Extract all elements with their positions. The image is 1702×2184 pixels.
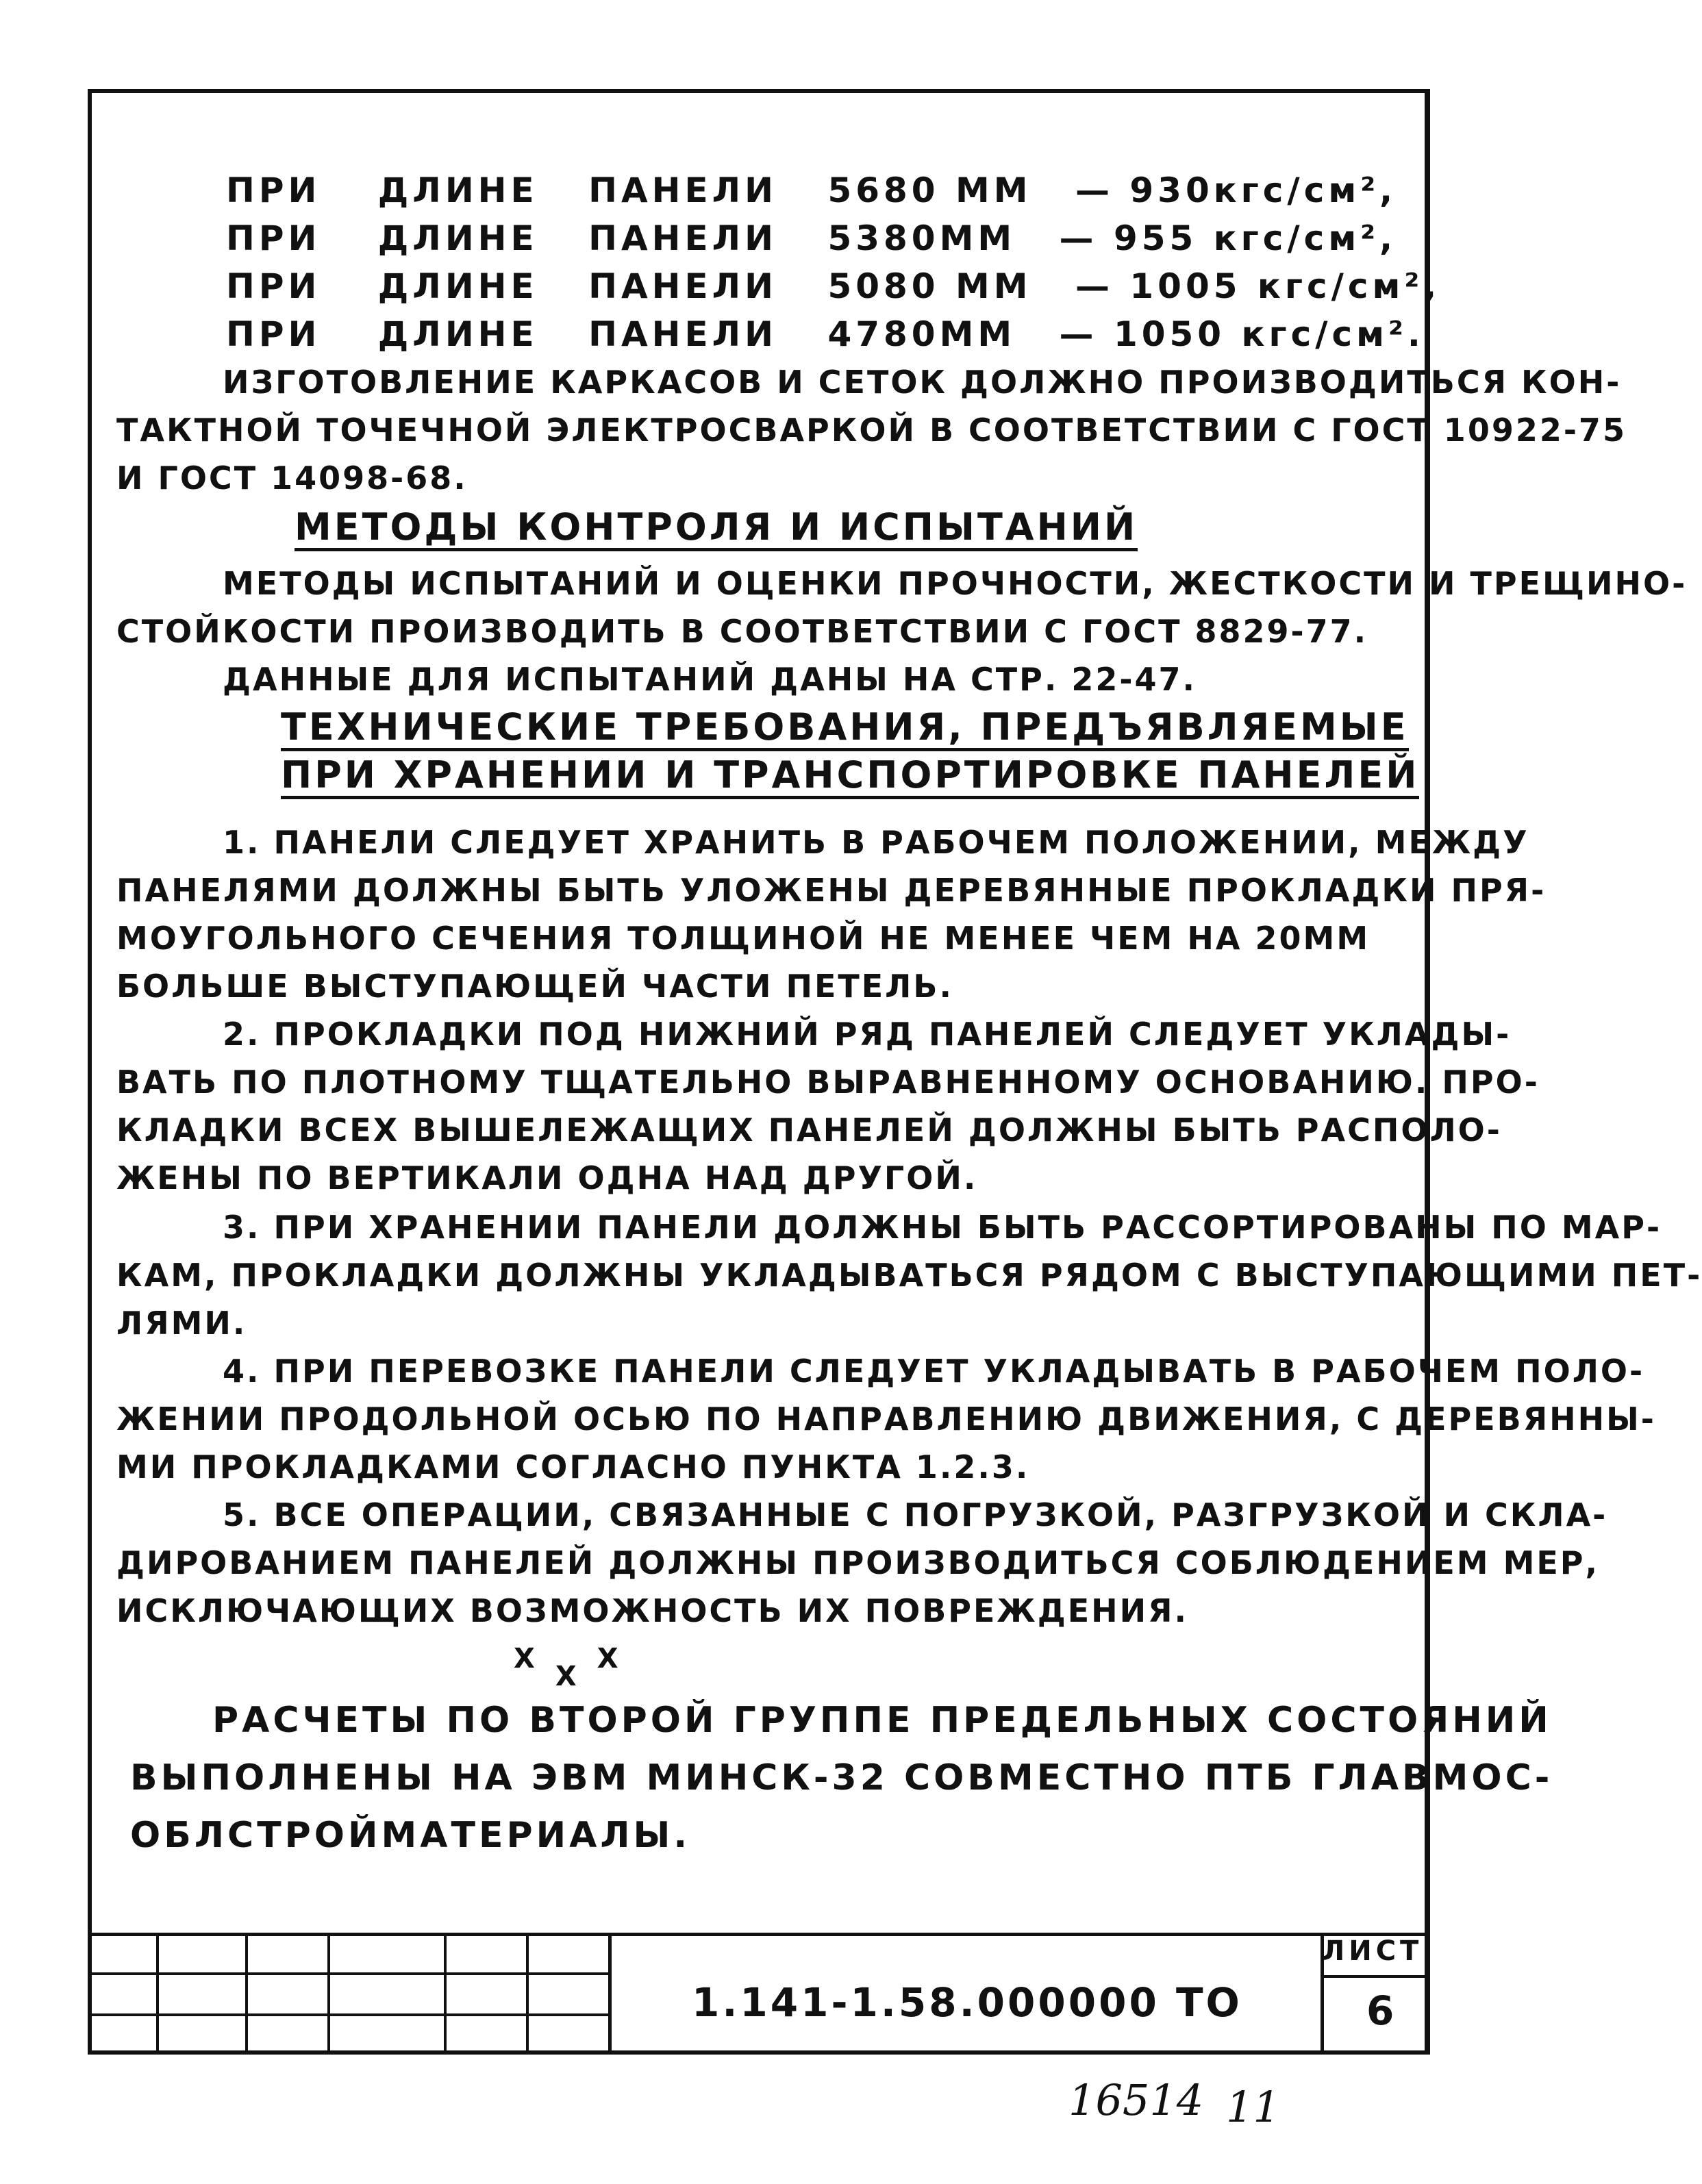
requirement-item-line: ЛЯМИ. [116,1305,247,1342]
panel-length: 5680 ММ [827,171,1032,210]
requirement-item-line: МОУГОЛЬНОГО СЕЧЕНИЯ ТОЛЩИНОЙ НЕ МЕНЕЕ ЧЕМ НА 20ММ [116,920,1371,957]
calc-note-line: РАСЧЕТЫ ПО ВТОРОЙ ГРУППЕ ПРЕДЕЛЬНЫХ СОСТОЯНИЙ [212,1700,1552,1741]
row-word: ПАНЕЛИ [588,171,778,210]
strength-value: — 1050 кгс/см². [1059,314,1425,354]
sheet-number: 6 [1366,1987,1394,2034]
requirement-item-line: 1. ПАНЕЛИ СЛЕДУЕТ ХРАНИТЬ В РАБОЧЕМ ПОЛОЖЕНИИ, МЕЖДУ [223,824,1529,861]
panel-length: 5080 ММ [827,266,1032,306]
requirement-item-line: ЖЕНЫ ПО ВЕРТИКАЛИ ОДНА НАД ДРУГОЙ. [116,1159,978,1196]
requirement-item-line: ЖЕНИИ ПРОДОЛЬНОЙ ОСЬЮ ПО НАПРАВЛЕНИЮ ДВИЖЕНИЯ, С ДЕРЕВЯННЫ- [116,1401,1656,1438]
row-word: ДЛИНЕ [377,314,538,354]
panel-length-row [226,218,1397,259]
title-block-grid-line [526,1933,529,2055]
requirement-item-line: МИ ПРОКЛАДКАМИ СОГЛАСНО ПУНКТА 1.2.3. [116,1448,1030,1485]
panel-length-row [226,314,1425,355]
strength-value: — 955 кгс/см², [1059,218,1397,258]
panel-length: 5380ММ [827,218,1016,258]
row-word: ДЛИНЕ [377,266,538,306]
handwritten-mark: 11 [1226,2082,1280,2132]
document-code: 1.141-1.58.000000 ТО [692,1979,1242,2026]
title-block-grid-line [1321,1975,1430,1978]
title-block-grid-line [327,1933,330,2055]
requirement-item-line: ПАНЕЛЯМИ ДОЛЖНЫ БЫТЬ УЛОЖЕНЫ ДЕРЕВЯННЫЕ ПРОКЛАДКИ ПРЯ- [116,872,1547,909]
row-word: ПАНЕЛИ [588,218,778,258]
separator-mark [514,1638,639,1692]
requirement-item-line: 4. ПРИ ПЕРЕВОЗКЕ ПАНЕЛИ СЛЕДУЕТ УКЛАДЫВАТЬ В РАБОЧЕМ ПОЛО- [223,1353,1645,1390]
requirement-item-line: ИСКЛЮЧАЮЩИХ ВОЗМОЖНОСТЬ ИХ ПОВРЕЖДЕНИЯ. [116,1592,1189,1629]
separator-x: X [555,1661,597,1692]
title-block-top-line [88,1933,1430,1936]
section-text-line: МЕТОДЫ ИСПЫТАНИЙ И ОЦЕНКИ ПРОЧНОСТИ, ЖЕСТКОСТИ И ТРЕЩИНО- [223,565,1688,602]
title-block-grid-line [444,1933,447,2055]
requirement-item-line: БОЛЬШЕ ВЫСТУПАЮЩЕЙ ЧАСТИ ПЕТЕЛЬ. [116,968,953,1005]
title-block-grid-line [88,1972,608,1975]
welding-text-line: ТАКТНОЙ ТОЧЕЧНОЙ ЭЛЕКТРОСВАРКОЙ В СООТВЕТСТВИИ С ГОСТ 10922-75 [116,412,1627,449]
title-block-grid-line [156,1933,159,2055]
strength-value: — 1005 кгс/см², [1075,266,1441,306]
requirement-item-line: ДИРОВАНИЕМ ПАНЕЛЕЙ ДОЛЖНЫ ПРОИЗВОДИТЬСЯ СОБЛЮДЕНИЕМ МЕР, [116,1544,1599,1581]
requirement-item-line: КАМ, ПРОКЛАДКИ ДОЛЖНЫ УКЛАДЫВАТЬСЯ РЯДОМ С ВЫСТУПАЮЩИМИ ПЕТ- [116,1257,1702,1294]
section-heading-storage: ТЕХНИЧЕСКИЕ ТРЕБОВАНИЯ, ПРЕДЪЯВЛЯЕМЫЕ [281,707,1409,751]
row-prefix: ПРИ [226,314,321,354]
panel-length-row [226,170,1397,211]
separator-x: X [514,1643,555,1674]
sheet-label: ЛИСТ [1322,1935,1423,1967]
section-text-line: СТОЙКОСТИ ПРОИЗВОДИТЬ В СООТВЕТСТВИИ С ГОСТ 8829-77. [116,613,1368,650]
strength-value: — 930кгс/см², [1075,171,1397,210]
row-word: ПАНЕЛИ [588,266,778,306]
section-heading-testing: МЕТОДЫ КОНТРОЛЯ И ИСПЫТАНИЙ [295,507,1138,551]
calc-note-line: ОБЛСТРОЙМАТЕРИАЛЫ. [130,1815,691,1856]
section-text-line: ДАННЫЕ ДЛЯ ИСПЫТАНИЙ ДАНЫ НА СТР. 22-47. [223,661,1197,698]
row-word: ДЛИНЕ [377,171,538,210]
panel-length: 4780ММ [827,314,1016,354]
handwritten-inventory-number: 16514 [1068,2075,1204,2125]
welding-text-line: И ГОСТ 14098-68. [116,460,468,497]
title-block-grid-line [88,2013,608,2016]
requirement-item-line: 5. ВСЕ ОПЕРАЦИИ, СВЯЗАННЫЕ С ПОГРУЗКОЙ, РАЗГРУЗКОЙ И СКЛА- [223,1496,1608,1533]
row-prefix: ПРИ [226,266,321,306]
separator-x: X [597,1643,639,1674]
title-block-grid-line [245,1933,248,2055]
calc-note-line: ВЫПОЛНЕНЫ НА ЭВМ МИНСК-32 СОВМЕСТНО ПТБ ГЛАВМОС- [130,1757,1553,1798]
title-block-grid-line [608,1933,612,2055]
row-word: ПАНЕЛИ [588,314,778,354]
welding-text-line: ИЗГОТОВЛЕНИЕ КАРКАСОВ И СЕТОК ДОЛЖНО ПРОИЗВОДИТЬСЯ КОН- [223,364,1622,401]
requirement-item-line: ВАТЬ ПО ПЛОТНОМУ ТЩАТЕЛЬНО ВЫРАВНЕННОМУ ОСНОВАНИЮ. ПРО- [116,1064,1540,1101]
requirement-item-line: 2. ПРОКЛАДКИ ПОД НИЖНИЙ РЯД ПАНЕЛЕЙ СЛЕДУЕТ УКЛАДЫ- [223,1016,1512,1053]
requirement-item-line: КЛАДКИ ВСЕХ ВЫШЕЛЕЖАЩИХ ПАНЕЛЕЙ ДОЛЖНЫ БЫТЬ РАСПОЛО- [116,1112,1502,1149]
row-prefix: ПРИ [226,218,321,258]
row-prefix: ПРИ [226,171,321,210]
row-word: ДЛИНЕ [377,218,538,258]
panel-length-row [226,266,1440,307]
requirement-item-line: 3. ПРИ ХРАНЕНИИ ПАНЕЛИ ДОЛЖНЫ БЫТЬ РАССОРТИРОВАНЫ ПО МАР- [223,1209,1662,1246]
section-heading-storage-line2: ПРИ ХРАНЕНИИ И ТРАНСПОРТИРОВКЕ ПАНЕЛЕЙ [281,755,1419,799]
